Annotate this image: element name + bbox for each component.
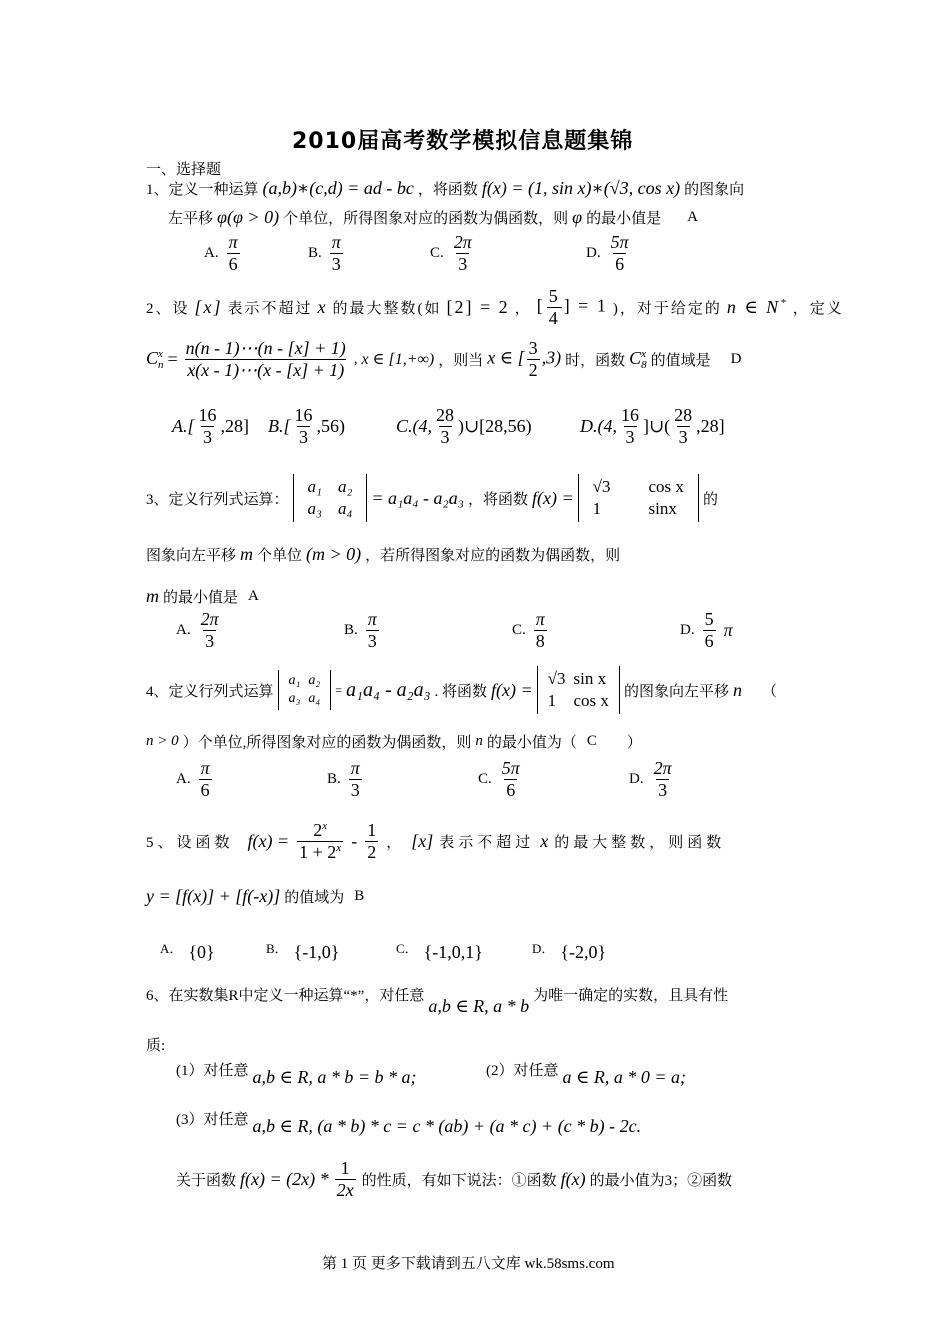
q4-option-c	[478, 758, 524, 800]
q3-line2c: ，若所得图象对应的函数为偶函数，则	[365, 548, 621, 564]
q2-example-1: [2] = 2	[446, 296, 510, 317]
q2-option-b	[268, 405, 396, 447]
q3-option-c-num: π	[535, 609, 545, 629]
question-6-last-line	[176, 1158, 732, 1200]
q2-when-den: 2	[528, 359, 538, 380]
q2-t7: 的值域是	[650, 352, 711, 369]
q3-t1: ，将函数	[468, 491, 529, 508]
q2-c8-letter: C	[629, 347, 642, 368]
q5-frac	[297, 820, 343, 862]
q2-sep: ，	[514, 300, 532, 317]
question-3-line-1	[146, 474, 718, 522]
q4-option-a-label: A.	[176, 770, 191, 787]
question-3-line-3	[146, 586, 259, 607]
q4-option-c-num: 5π	[501, 758, 520, 778]
q6-ab: a,b ∈ R, a * b	[428, 996, 530, 1016]
q5-minus: -	[351, 830, 358, 851]
q4-lead: 4、定义行列式运算	[146, 683, 274, 700]
q4-option-d-frac	[652, 758, 674, 800]
q6-last-b: 的性质，有如下说法：①函数	[361, 1172, 557, 1189]
q2-when-num: 3	[528, 338, 538, 358]
q2-t5: ，则当	[438, 352, 484, 369]
question-3-line-2	[146, 544, 620, 565]
q4-fd-12: sin x	[573, 669, 607, 688]
q2-option-c-num: 28	[436, 405, 454, 425]
q1-option-c-num: 2π	[453, 232, 472, 252]
q3-option-a-num: 2π	[200, 609, 219, 629]
q3-line3-m: m	[146, 586, 159, 606]
q6-p3: a,b ∈ R, (a * b) * c = c * (ab) + (a * c) + (c * b) - 2c.	[252, 1116, 642, 1136]
q2-c-sub: n	[158, 358, 164, 371]
q4-option-c-den: 6	[506, 779, 516, 800]
q2-t3: )，对于给定的	[612, 300, 722, 317]
q1-option-b-frac	[330, 232, 343, 274]
q4-option-a-frac	[199, 758, 212, 800]
q3-option-a-den: 3	[205, 630, 215, 651]
q4-line2: ）个单位,所得图象对应的函数为偶函数，则	[182, 735, 472, 751]
q2-ex2a: [	[536, 295, 545, 316]
q4-f-determinant	[537, 666, 620, 714]
q5-option-a	[160, 938, 215, 963]
q5-option-d-set: {-2,0}	[560, 942, 607, 962]
q3-fd-21: 1	[592, 499, 602, 518]
q4-d-a4: a₄	[308, 691, 321, 706]
q2-option-c-pre: C.(4,	[396, 415, 432, 436]
q3-f: f(x) =	[532, 487, 574, 508]
q4-line2-nn: n	[475, 733, 483, 749]
q5-option-d	[532, 938, 606, 963]
q5-den-sup: x	[336, 841, 342, 854]
q6-last-f: f(x) = (2x) *	[240, 1168, 329, 1189]
q1-option-a	[204, 232, 242, 274]
q3-option-a-frac	[199, 609, 221, 651]
q4-option-b-frac	[349, 758, 362, 800]
q5-num: 2	[313, 820, 323, 840]
q6-p2-label: (2）对任意	[486, 1063, 559, 1079]
q5-option-b-label: B．	[266, 941, 288, 956]
q5-half-num: 1	[367, 820, 377, 840]
q3-determinant	[293, 474, 368, 522]
q5-y: y = [f(x)] + [f(-x)]	[146, 886, 281, 906]
q3-fd-22: sinx	[648, 499, 677, 518]
q1-option-d-label: D.	[586, 244, 601, 261]
q4-option-d	[629, 758, 676, 800]
q3-d-a2: a₂	[337, 477, 353, 496]
q3-d-a3: a₃	[307, 499, 322, 518]
q4-d-a1: a₁	[288, 673, 301, 688]
q3-option-a	[176, 609, 223, 651]
question-6-line-1	[146, 984, 729, 1016]
question-6-line-2: 质:	[146, 1038, 166, 1054]
q3-line3: 的最小值是	[163, 590, 239, 606]
q2-when-b: ,3)	[541, 347, 562, 368]
q5-f: f(x) =	[247, 830, 290, 851]
q3-option-d-frac	[703, 609, 716, 651]
q4-line2b: 的最小值为（	[486, 735, 577, 751]
q2-option-c	[396, 405, 580, 447]
q4-option-b-num: π	[350, 758, 360, 778]
q3-option-d-num: 5	[704, 609, 714, 629]
q5-x: x	[540, 830, 549, 851]
q5-option-a-label: A．	[160, 941, 183, 956]
q2-option-b-den: 3	[299, 426, 308, 447]
question-2-line-1	[146, 286, 844, 328]
q4-fd-22: cos x	[573, 691, 609, 710]
q1-option-c-label: C.	[430, 244, 444, 261]
q2-c8-sup: x	[641, 347, 647, 360]
q5-comma: ，	[386, 834, 406, 851]
q4-option-b-label: B.	[327, 770, 341, 787]
q2-t1: 表示不超过	[227, 300, 313, 317]
q3-option-c-frac	[534, 609, 547, 651]
q2-x: x	[317, 296, 328, 317]
q5-option-b	[266, 938, 339, 963]
q2-set	[727, 297, 788, 318]
q2-option-d-den2: 3	[678, 426, 688, 447]
q3-option-c	[512, 609, 549, 651]
q2-t2: 的最大整数(如	[332, 300, 442, 317]
q1-lead: 1、定义一种运算	[146, 182, 259, 198]
q5-answer: B	[354, 888, 365, 904]
q1-line2c: 的最小值是	[586, 211, 662, 227]
q6-last-frac	[335, 1158, 356, 1200]
q2-ex2-num: 5	[548, 286, 560, 306]
page-footer: 第 1 页 更多下载请到五八文库 wk.58sms.com	[322, 1256, 615, 1272]
q4-option-d-den: 3	[658, 779, 668, 800]
q2-option-d-den: 3	[625, 426, 635, 447]
q6-property-3	[176, 1108, 641, 1137]
q6-t1: 为唯一确定的实数，且具有性	[533, 988, 729, 1004]
question-1-line-1	[146, 178, 744, 199]
q2-ex2-den: 4	[548, 307, 560, 328]
q5-option-c-set: {-1,0,1}	[423, 942, 483, 962]
q4-eq: =	[335, 682, 343, 697]
q2-option-d-mid: ]∪(	[643, 415, 671, 436]
q2-answer: D	[730, 350, 742, 367]
q2-option-b-post: ,56)	[316, 415, 345, 436]
q6-last-den: 2x	[336, 1179, 354, 1200]
q6-last-c: 的最小值为3；②函数	[589, 1172, 733, 1189]
q5-t1: 表示不超过	[439, 834, 535, 851]
q1-option-b-den: 3	[331, 253, 341, 274]
section-heading: 一、选择题	[146, 162, 222, 178]
q3-d-a1: a₁	[307, 477, 322, 496]
q6-p2: a ∈ R, a * 0 = a;	[562, 1067, 686, 1087]
q4-option-c-frac	[500, 758, 522, 800]
q3-lead: 3、定义行列式运算：	[146, 491, 289, 508]
q4-d-a3: a₃	[288, 691, 301, 706]
q3-d-a4: a₄	[337, 499, 353, 518]
q5-option-b-set: {-1,0}	[293, 942, 340, 962]
q3-m: m	[240, 544, 254, 564]
q5-option-c	[396, 938, 483, 963]
q2-c-eq: =	[167, 348, 178, 369]
q5-option-a-set: {0}	[188, 942, 215, 962]
q2-t4: ，定义	[792, 300, 844, 317]
q4-option-b	[327, 758, 364, 800]
q1-option-a-num: π	[228, 232, 238, 252]
q3-option-d	[680, 609, 733, 651]
question-1-line-2	[168, 207, 698, 228]
q4-answer: C	[586, 733, 597, 749]
q1-option-b-label: B.	[308, 244, 322, 261]
q1-option-c-den: 3	[458, 253, 468, 274]
q3-answer: A	[248, 588, 259, 604]
q2-option-c-post: )∪[28,56)	[458, 415, 532, 436]
q4-f: f(x) =	[491, 679, 533, 700]
q1-line2b: 个单位，所得图象对应的函数为偶函数，则	[283, 211, 569, 227]
q4-option-d-num: 2π	[653, 758, 672, 778]
q2-option-a	[172, 405, 268, 447]
q4-option-b-den: 3	[350, 779, 360, 800]
q2-c8-sub: 8	[641, 358, 647, 371]
q6-p1: a,b ∈ R, a * b = b * a;	[252, 1067, 417, 1087]
q3-fd-11: √3	[592, 477, 611, 496]
q3-option-d-tail: π	[723, 619, 733, 640]
q6-p1-label: (1）对任意	[176, 1063, 249, 1079]
q5-half	[365, 820, 378, 862]
q1-tail: 的图象向	[684, 182, 745, 198]
q3-option-c-label: C.	[512, 621, 526, 638]
q1-phi2: φ	[572, 207, 583, 227]
q2-option-a-den: 3	[203, 426, 212, 447]
q5-t2: 的最大整数，则函数	[554, 834, 726, 851]
q3-t2: 的	[702, 491, 718, 508]
q4-option-a-num: π	[200, 758, 210, 778]
q6-last-f2: f(x)	[560, 1168, 586, 1189]
q2-c-lhs	[146, 348, 164, 371]
q3-option-b-label: B.	[344, 621, 358, 638]
q2-option-a-post: ,28]	[220, 415, 249, 436]
q4-close: ）	[626, 735, 642, 751]
q4-fd-11: √3	[547, 669, 566, 688]
q4-d-a2: a₂	[308, 673, 321, 688]
q1-option-a-label: A.	[204, 244, 219, 261]
q3-line2a: 图象向左平移	[146, 548, 237, 564]
q3-option-b-num: π	[367, 609, 377, 629]
q6-p3-label: (3）对任意	[176, 1112, 249, 1128]
q6-lead: 6、在实数集R中定义一种运算“*”，对任意	[146, 988, 425, 1004]
q4-line2-n: n > 0	[146, 733, 179, 749]
q1-mid: ，将函数	[417, 182, 478, 198]
q2-c-domain: x ∈ [1,+∞)	[361, 351, 435, 369]
q1-option-b	[308, 232, 345, 274]
q1-operation: (a,b)∗(c,d) = ad - bc	[262, 178, 414, 198]
q4-t2: 的图象向左平移	[623, 683, 729, 700]
q3-option-a-label: A.	[176, 621, 191, 638]
q3-option-d-label: D.	[680, 621, 695, 638]
q1-option-a-den: 6	[228, 253, 238, 274]
q3-option-b-den: 3	[367, 630, 377, 651]
q2-when	[487, 338, 561, 380]
q2-floor-x: [x]	[194, 296, 223, 317]
q3-fd-12: cos x	[648, 477, 684, 496]
question-4-line-1	[146, 666, 777, 714]
q1-function: f(x) = (1, sin x)∗(√3, cos x)	[481, 178, 681, 198]
q1-option-c	[430, 232, 476, 274]
q6-property-1	[176, 1059, 416, 1088]
q2-option-d-pre: D.(4,	[580, 415, 617, 436]
q2-c-num: n(n - 1)⋯(n - [x] + 1)	[185, 338, 346, 358]
question-5-line-1	[146, 820, 725, 862]
q4-rhs: a₁a₄ - a₂a₃	[346, 678, 431, 701]
q2-example-2	[537, 286, 608, 328]
q5-option-d-label: D．	[532, 941, 555, 956]
q2-ex2b: ] = 1	[563, 295, 608, 316]
q1-option-c-frac	[452, 232, 474, 274]
q4-option-a	[176, 758, 214, 800]
q5-half-den: 2	[367, 841, 377, 862]
q5-den: 1 + 2	[299, 841, 337, 862]
q5-num-sup: x	[322, 820, 328, 832]
q2-option-d-num2: 28	[674, 405, 693, 425]
q2-option-d-post: ,28]	[696, 415, 725, 436]
q2-c-sup: x	[158, 347, 163, 360]
q3-eq: = a₁a₄ - a₂a₃	[371, 487, 465, 508]
q2-c-letter: C	[146, 347, 159, 368]
q4-option-a-den: 6	[200, 779, 210, 800]
q4-t1: . 将函数	[434, 683, 488, 700]
q2-when-a: x ∈ [	[487, 347, 525, 368]
question-2-line-2: C x n = $\frac{n(n - 1)\cdots(n - [x] + 1)}{x(x - 1)\cdots(x - [x] + 1)}$ , x ∈ [1,+∞) ，则当 x ∈ [ $\frac{3}{2}$ ,3) 时，函数 C x 8 的值域是 D	[146, 338, 742, 380]
q1-option-d-den: 6	[615, 253, 625, 274]
q4-paren: （	[761, 683, 777, 700]
q2-option-a-num: 16	[198, 405, 217, 425]
q2-option-d	[580, 405, 725, 447]
q6-last-num: 1	[340, 1158, 350, 1178]
q1-line2a: 左平移	[168, 211, 214, 227]
page-title: 2010届高考数学模拟信息题集锦	[292, 129, 634, 154]
question-5-line-2	[146, 886, 364, 907]
q2-set-star: *	[780, 296, 788, 309]
q1-option-d-frac	[609, 232, 631, 274]
q4-option-d-label: D.	[629, 770, 644, 787]
q1-option-b-num: π	[331, 232, 341, 252]
q5-floor-x: [x]	[411, 830, 434, 851]
q3-option-c-den: 8	[535, 630, 545, 651]
q4-fd-21: 1	[547, 691, 557, 710]
q5-option-c-label: C．	[396, 941, 418, 956]
q4-determinant	[278, 670, 332, 710]
q2-option-c-den: 3	[440, 426, 450, 447]
q4-n: n	[732, 679, 742, 700]
q2-option-b-num: 16	[294, 405, 313, 425]
q4-option-c-label: C.	[478, 770, 492, 787]
q2-option-a-pre: A.[	[172, 415, 195, 436]
q3-option-d-den: 6	[704, 630, 714, 651]
q3-option-b	[344, 609, 381, 651]
q2-option-d-num: 16	[621, 405, 639, 425]
q2-t6: 时，函数	[565, 352, 626, 369]
q5-t3: 的值域为	[284, 890, 345, 906]
q2-options	[172, 405, 725, 447]
q3-line2b: 个单位	[257, 548, 303, 564]
q6-property-2	[486, 1059, 686, 1088]
question-4-line-2	[146, 731, 642, 752]
q2-c-den: x(x - 1)⋯(x - [x] + 1)	[187, 359, 345, 380]
q2-c8	[629, 348, 647, 371]
q1-option-d-num: 5π	[610, 232, 629, 252]
q2-lead: 2、设	[146, 300, 190, 317]
q3-m-cond: (m > 0)	[306, 544, 362, 564]
q5-lead: 5、设函数	[146, 834, 234, 851]
q3-option-b-frac	[366, 609, 379, 651]
q1-answer: A	[687, 209, 698, 225]
q2-c-frac	[184, 338, 348, 380]
q2-option-b-pre: B.[	[268, 415, 291, 436]
q1-phi: φ(φ > 0)	[217, 207, 280, 227]
q1-option-d	[586, 232, 633, 274]
q6-last-a: 关于函数	[176, 1172, 237, 1189]
q1-option-a-frac	[227, 232, 240, 274]
q3-f-determinant	[578, 474, 699, 522]
q2-set-text: n ∈ N	[726, 296, 781, 317]
